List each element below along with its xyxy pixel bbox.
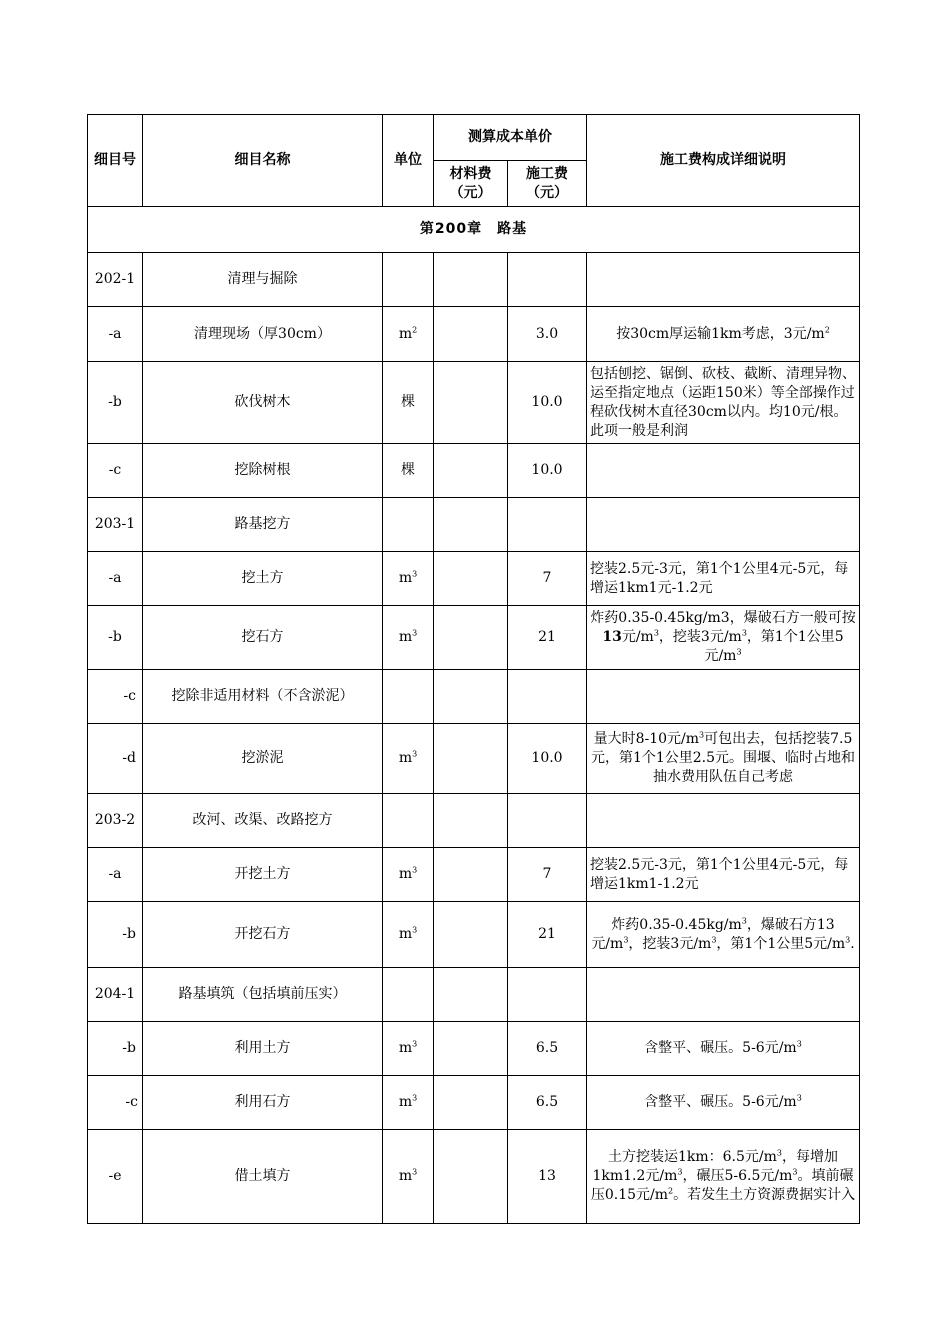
table-row [88,552,860,606]
row-unit: $m^3$ [383,724,434,794]
row-name: 路基挖方 [143,498,383,552]
row-labor: 10.0 [508,444,587,498]
row-name: 清理与掘除 [143,253,383,307]
table-row [88,670,860,724]
row-unit: $m^3$ [383,1022,434,1076]
row-name: 挖石方 [143,606,383,670]
row-desc: 炸药$0.35-0.45kg/m^3$，爆破石方13元$/m^3$，挖装3元$/m^3$，第1个1公里5元$/m^3$. [587,902,860,968]
chapter-title: 第200章 路基 [88,207,860,253]
table-row [88,1130,860,1224]
row-desc [587,253,860,307]
row-labor [508,253,587,307]
row-unit: $m^3$ [383,1130,434,1224]
row-name: 挖淤泥 [143,724,383,794]
row-desc [587,794,860,848]
row-unit: $m^3$ [383,552,434,606]
row-code: 203-1 [88,498,143,552]
row-desc: 土方挖装运1km：6.5元$/m^3$，每增加1km1.2元$/m^3$，碾压5-6.5元$/m^3$。填前碾压0.15元$/m^2$。若发生土方资源费据实计入 [587,1130,860,1224]
row-labor: 10.0 [508,724,587,794]
row-material [434,307,508,362]
table-row [88,253,860,307]
table-row [88,902,860,968]
row-material [434,362,508,444]
row-code: -a [88,848,143,902]
row-desc [587,968,860,1022]
row-unit [383,794,434,848]
row-unit: $m^3$ [383,902,434,968]
table-row [88,794,860,848]
row-name: 清理现场（厚30cm） [143,307,383,362]
row-unit [383,498,434,552]
row-name: 路基填筑（包括填前压实） [143,968,383,1022]
row-desc [587,444,860,498]
table-row [88,362,860,444]
row-code: 202-1 [88,253,143,307]
row-material [434,724,508,794]
row-code: -c [88,444,143,498]
row-code: -c [88,670,143,724]
row-name: 借土填方 [143,1130,383,1224]
row-labor: 7 [508,552,587,606]
row-material [434,794,508,848]
table-row [88,606,860,670]
row-labor [508,968,587,1022]
row-code: -d [88,724,143,794]
row-code: -a [88,307,143,362]
header-labor: 施工费（元） [508,161,587,207]
table-row [88,968,860,1022]
row-labor [508,670,587,724]
row-labor: 21 [508,902,587,968]
row-unit: $m^2$ [383,307,434,362]
row-code: -a [88,552,143,606]
row-desc: 按30cm厚运输1km考虑，3元$/m^2$ [587,307,860,362]
row-unit [383,253,434,307]
row-name: 挖土方 [143,552,383,606]
row-labor [508,794,587,848]
header-name: 细目名称 [143,115,383,207]
row-name: 利用土方 [143,1022,383,1076]
table-row [88,307,860,362]
row-desc: 挖装2.5元-3元，第1个1公里4元-5元，每增运1km1-1.2元 [587,848,860,902]
row-unit [383,968,434,1022]
header-desc: 施工费构成详细说明 [587,115,860,207]
row-desc: 炸药0.35-0.45kg/m3，爆破石方一般可按13元$/m^3$，挖装3元$/m^3$，第1个1公里5元$/m^3$ [587,606,860,670]
row-material [434,552,508,606]
header-price-group: 测算成本单价 [434,115,587,161]
row-name: 挖除非适用材料（不含淤泥） [143,670,383,724]
row-material [434,1130,508,1224]
row-name: 改河、改渠、改路挖方 [143,794,383,848]
row-material [434,902,508,968]
row-name: 利用石方 [143,1076,383,1130]
row-material [434,444,508,498]
row-desc: 含整平、碾压。5-6元$/m^3$ [587,1076,860,1130]
row-name: 砍伐树木 [143,362,383,444]
row-desc [587,498,860,552]
row-code: -b [88,362,143,444]
row-material [434,1076,508,1130]
row-material [434,670,508,724]
row-unit: 棵 [383,362,434,444]
row-labor: 7 [508,848,587,902]
row-material [434,606,508,670]
row-name: 挖除树根 [143,444,383,498]
row-desc: 挖装2.5元-3元，第1个1公里4元-5元，每增运1km1元-1.2元 [587,552,860,606]
row-labor: 6.5 [508,1076,587,1130]
row-code: -b [88,1022,143,1076]
row-labor: 10.0 [508,362,587,444]
row-name: 开挖石方 [143,902,383,968]
row-labor: 21 [508,606,587,670]
row-labor [508,498,587,552]
table-row [88,444,860,498]
header-code: 细目号 [88,115,143,207]
table-row [88,1076,860,1130]
row-material [434,1022,508,1076]
row-labor: 13 [508,1130,587,1224]
row-desc [587,670,860,724]
cost-table [87,114,860,1224]
row-desc: 包括刨挖、锯倒、砍枝、截断、清理异物、运至指定地点（运距150米）等全部操作过程砍伐树木直径30cm以内。均10元/根。此项一般是利润 [587,362,860,444]
row-labor: 3.0 [508,307,587,362]
row-material [434,968,508,1022]
row-code: -b [88,606,143,670]
row-unit [383,670,434,724]
header-material: 材料费（元） [434,161,508,207]
row-code: -e [88,1130,143,1224]
row-code: 203-2 [88,794,143,848]
row-unit: $m^3$ [383,606,434,670]
row-unit: $m^3$ [383,848,434,902]
row-code: -b [88,902,143,968]
row-name: 开挖土方 [143,848,383,902]
row-code: -c [88,1076,143,1130]
table-row [88,848,860,902]
table-row [88,1022,860,1076]
header-unit: 单位 [383,115,434,207]
row-unit: 棵 [383,444,434,498]
row-material [434,498,508,552]
row-material [434,848,508,902]
row-unit: $m^3$ [383,1076,434,1130]
row-desc: 含整平、碾压。5-6元$/m^3$ [587,1022,860,1076]
row-code: 204-1 [88,968,143,1022]
table-row [88,724,860,794]
row-material [434,253,508,307]
row-desc: 量大时8-10元$/m^3$可包出去，包括挖装7.5元，第1个1公里2.5元。围堰、临时占地和抽水费用队伍自己考虑 [587,724,860,794]
row-labor: 6.5 [508,1022,587,1076]
table-row [88,498,860,552]
